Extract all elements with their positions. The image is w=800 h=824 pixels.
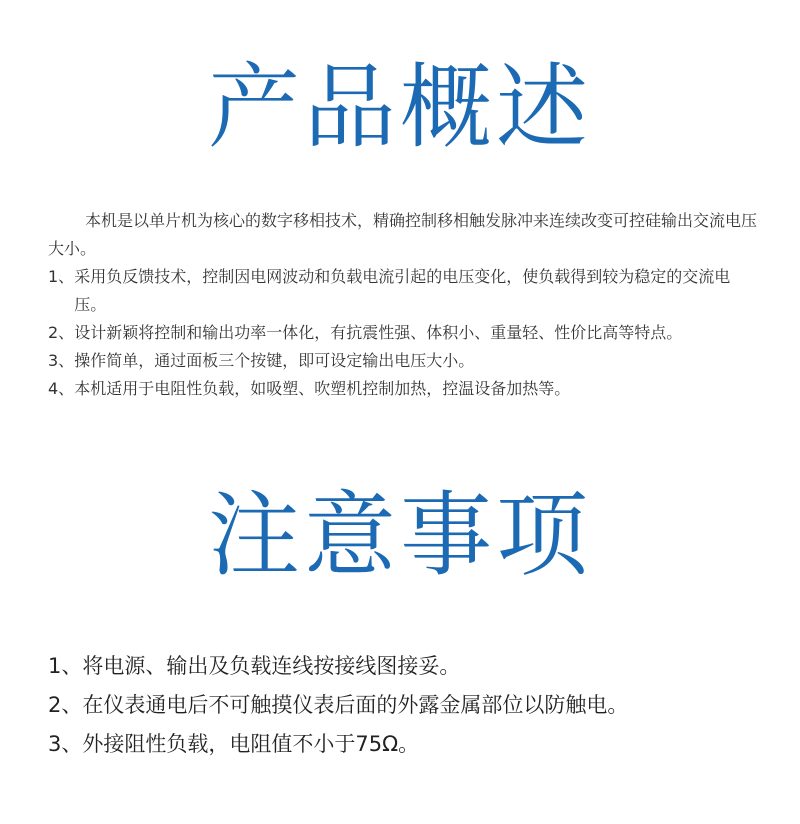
point-text: 采用负反馈技术，控制因电网波动和负载电流引起的电压变化，使负载得到较为稳定的交流电压。 [74, 267, 731, 314]
note-text: 外接阻性负载，电阻值不小于75Ω。 [82, 732, 420, 756]
note-number: 3、 [48, 732, 83, 756]
notes-heading: 注意事项 [207, 482, 592, 589]
notes-section [48, 647, 768, 764]
note-item [48, 647, 768, 686]
overview-section [48, 207, 758, 403]
overview-point [48, 347, 758, 375]
point-number: 1、 [48, 267, 75, 286]
note-item [48, 686, 768, 725]
overview-point [48, 375, 758, 403]
overview-heading: 产品概述 [207, 54, 592, 161]
note-number: 1、 [48, 654, 83, 678]
overview-point [48, 319, 758, 347]
point-number: 2、 [48, 323, 75, 342]
point-number: 3、 [48, 351, 75, 370]
point-text: 本机适用于电阻性负载，如吸塑、吹塑机控制加热，控温设备加热等。 [74, 379, 571, 398]
overview-intro: 本机是以单片机为核心的数字移相技术，精确控制移相触发脉冲来连续改变可控硅输出交流电压大小。 [48, 211, 758, 258]
note-number: 2、 [48, 693, 83, 717]
point-text: 设计新颖将控制和输出功率一体化，有抗震性强、体积小、重量轻、性价比高等特点。 [74, 323, 683, 342]
note-text: 在仪表通电后不可触摸仪表后面的外露金属部位以防触电。 [82, 693, 629, 717]
note-item [48, 725, 768, 764]
note-text: 将电源、输出及负载连线按接线图接妥。 [82, 654, 461, 678]
overview-point [48, 263, 758, 319]
point-text: 操作简单，通过面板三个按键，即可设定输出电压大小。 [74, 351, 475, 370]
point-number: 4、 [48, 379, 75, 398]
